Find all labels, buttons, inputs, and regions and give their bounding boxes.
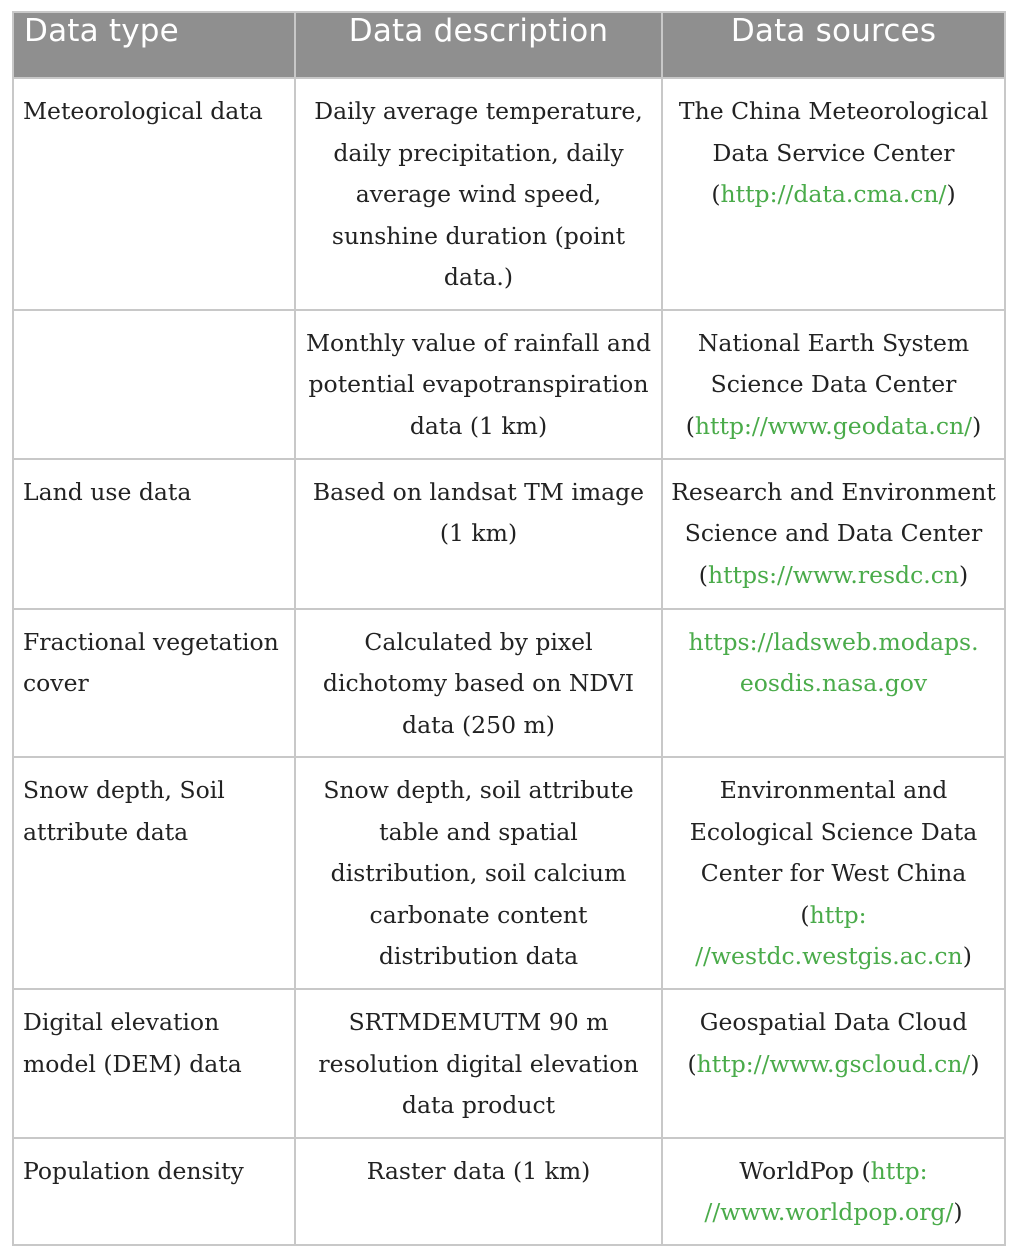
cell-data-source: WorldPop (http: //www.worldpop.org/) <box>662 1138 1005 1245</box>
source-name: Environmental and Ecological Science Data Center for West China <box>689 776 978 887</box>
cell-data-type: Population density <box>13 1138 295 1245</box>
cell-data-type: Snow depth, Soil attribute data <box>13 757 295 989</box>
cell-data-description: Monthly value of rainfall and potential evapotranspiration data (1 km) <box>295 310 662 459</box>
cell-data-type: Meteorological data <box>13 78 295 310</box>
source-link[interactable]: http://data.cma.cn/ <box>720 180 947 208</box>
cell-data-description: Daily average temperature, daily precipitation, daily average wind speed, sunshine duration (point data.) <box>295 78 662 310</box>
source-name: WorldPop <box>739 1156 854 1185</box>
cell-data-source: National Earth System Science Data Center (http://www.geodata.cn/) <box>662 310 1005 459</box>
cell-data-type <box>13 310 295 459</box>
source-link[interactable]: http://www.gscloud.cn/ <box>696 1049 971 1078</box>
source-link-part2: //www.worldpop.org/ <box>704 1198 954 1226</box>
source-name: Geospatial Data Cloud <box>699 1008 968 1036</box>
table-row <box>13 989 1005 1138</box>
table-row <box>13 1138 1005 1245</box>
header-data-sources: Data sources <box>662 12 1005 78</box>
table-row <box>13 310 1005 459</box>
source-name: Research and Environment Science and Data Center <box>671 477 996 547</box>
source-link[interactable]: https://www.resdc.cn <box>707 560 960 589</box>
source-link[interactable] <box>695 901 963 971</box>
cell-data-description: Based on landsat TM image (1 km) <box>295 459 662 609</box>
source-link-part1: http: <box>870 1156 928 1185</box>
cell-data-source <box>662 609 1005 758</box>
header-data-description: Data description <box>295 12 662 78</box>
table-row <box>13 459 1005 609</box>
source-name: The China Meteorological Data Service Center <box>678 97 989 167</box>
source-link[interactable]: http://www.geodata.cn/ <box>694 411 973 440</box>
cell-data-description: Calculated by pixel dichotomy based on NDVI data (250 m) <box>295 609 662 758</box>
table-row <box>13 78 1005 310</box>
source-link[interactable] <box>688 628 978 698</box>
cell-data-source: Environmental and Ecological Science Data Center for West China (http: //westdc.westgis.ac.cn) <box>662 757 1005 989</box>
data-sources-table <box>12 11 1006 1246</box>
source-link-part2: eosdis.nasa.gov <box>739 669 928 697</box>
cell-data-type: Fractional vegetation cover <box>13 609 295 758</box>
cell-data-description: SRTMDEMUTM 90 m resolution digital elevation data product <box>295 989 662 1138</box>
cell-data-source: The China Meteorological Data Service Center (http://data.cma.cn/) <box>662 78 1005 310</box>
cell-data-description: Raster data (1 km) <box>295 1138 662 1245</box>
cell-data-description: Snow depth, soil attribute table and spatial distribution, soil calcium carbonate content distribution data <box>295 757 662 989</box>
cell-data-type: Land use data <box>13 459 295 609</box>
source-link-part2: //westdc.westgis.ac.cn <box>695 942 963 970</box>
header-row <box>13 12 1005 78</box>
source-link-part1: http: <box>809 900 867 929</box>
source-link-part1: https://ladsweb.modaps. <box>688 627 979 656</box>
table-body <box>13 78 1005 1245</box>
table-header <box>13 12 1005 78</box>
cell-data-source: Geospatial Data Cloud (http://www.gscloud.cn/) <box>662 989 1005 1138</box>
table-row <box>13 757 1005 989</box>
header-data-type: Data type <box>13 12 295 78</box>
table-row <box>13 609 1005 758</box>
cell-data-type: Digital elevation model (DEM) data <box>13 989 295 1138</box>
source-name: National Earth System Science Data Center <box>697 328 970 398</box>
cell-data-source: Research and Environment Science and Data Center (https://www.resdc.cn) <box>662 459 1005 609</box>
